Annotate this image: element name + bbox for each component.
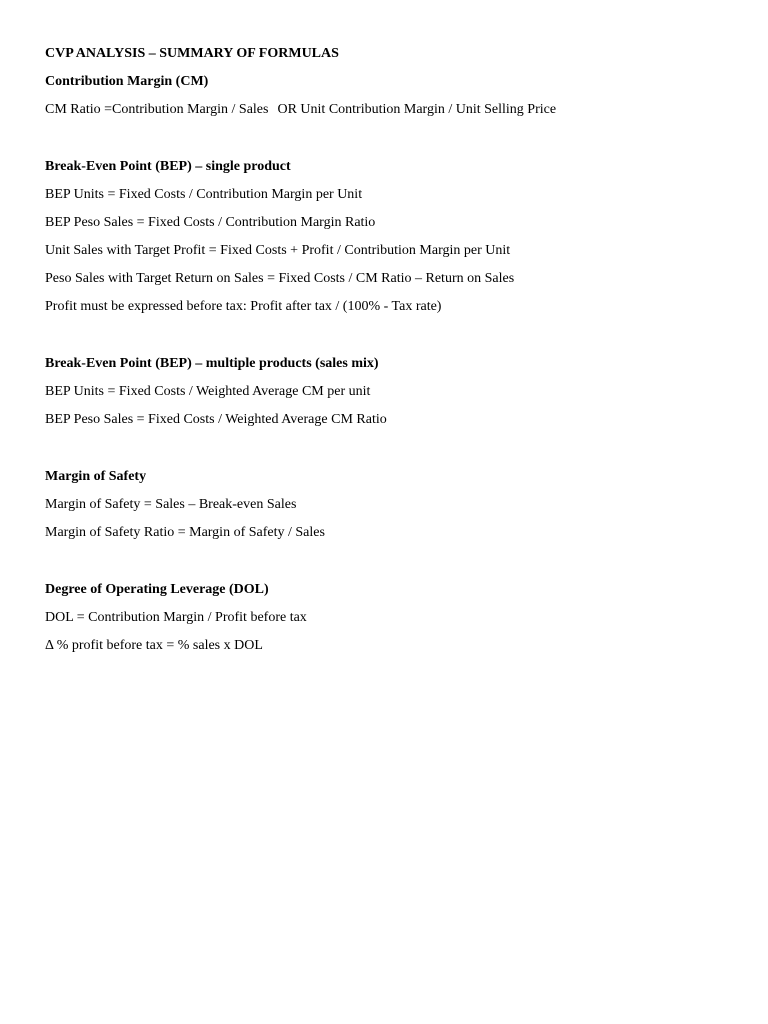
- note-profit-before-tax: Profit must be expressed before tax: Profit after tax / (100% - Tax rate): [45, 299, 442, 314]
- formula-peso-sales-target-return: Peso Sales with Target Return on Sales = Fixed Costs / CM Ratio – Return on Sales: [45, 271, 515, 286]
- section-heading-dol: Degree of Operating Leverage (DOL): [45, 582, 269, 597]
- formula-delta-profit: Δ % profit before tax = % sales x DOL: [45, 638, 263, 653]
- formula-unit-sales-target-profit: Unit Sales with Target Profit = Fixed Costs + Profit / Contribution Margin per Unit: [45, 243, 511, 258]
- document-page: [45, 44, 735, 664]
- formula-bep-peso-sales: BEP Peso Sales = Fixed Costs / Contribution Margin Ratio: [45, 215, 376, 230]
- formula-cm-ratio-part1: CM Ratio =Contribution Margin / Sales: [45, 102, 269, 117]
- document-title: CVP ANALYSIS – SUMMARY OF FORMULAS: [45, 46, 339, 61]
- formula-bep-units: BEP Units = Fixed Costs / Contribution Margin per Unit: [45, 187, 363, 202]
- section-heading-bep-single: Break-Even Point (BEP) – single product: [45, 159, 291, 174]
- section-heading-contribution-margin: Contribution Margin (CM): [45, 74, 209, 89]
- formula-bep-peso-sales-weighted: BEP Peso Sales = Fixed Costs / Weighted Average CM Ratio: [45, 412, 387, 427]
- section-heading-margin-of-safety: Margin of Safety: [45, 469, 147, 484]
- section-heading-bep-multiple: Break-Even Point (BEP) – multiple products (sales mix): [45, 356, 379, 371]
- formula-bep-units-weighted: BEP Units = Fixed Costs / Weighted Average CM per unit: [45, 384, 371, 399]
- formula-margin-of-safety: Margin of Safety = Sales – Break-even Sales: [45, 497, 297, 512]
- formula-cm-ratio: [45, 100, 735, 128]
- formula-cm-ratio-part2: OR Unit Contribution Margin / Unit Selling Price: [277, 102, 557, 117]
- formula-dol: DOL = Contribution Margin / Profit before tax: [45, 610, 307, 625]
- formula-margin-of-safety-ratio: Margin of Safety Ratio = Margin of Safety / Sales: [45, 525, 325, 540]
